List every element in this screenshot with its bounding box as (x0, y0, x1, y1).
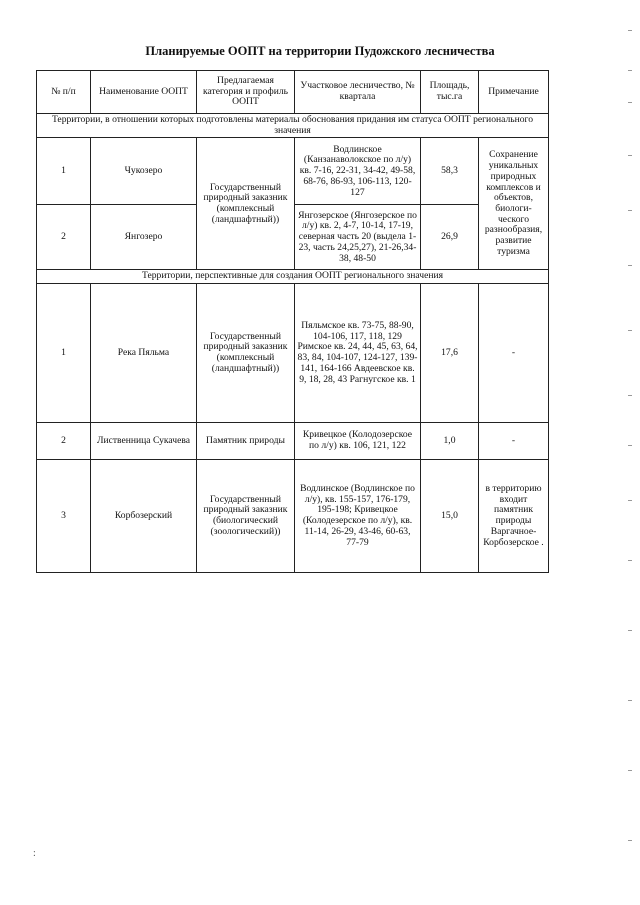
scan-mark (628, 770, 632, 771)
row-category: Государственный природный заказник (биологический (зоологический)) (197, 460, 295, 573)
row-num: 1 (37, 138, 91, 205)
section-1-title: Территории, в отношении которых подготовлены материалы обоснования придания им статуса ООПТ регионального значения (37, 114, 549, 138)
scan-mark (628, 210, 632, 211)
row-note: - (479, 423, 549, 460)
row-area: 17,6 (421, 284, 479, 423)
row-area: 58,3 (421, 138, 479, 205)
row-forestry: Кривецкое (Колодозерское по л/у) кв. 106, 121, 122 (295, 423, 421, 460)
group1-note: Сохранение уникальных природных комплексов и объектов, биологи-ческого разнообразия, развитие туризма (479, 138, 549, 270)
table-row-chukozero (37, 138, 549, 205)
header-note: Примечание (479, 71, 549, 114)
scan-mark (628, 330, 632, 331)
header-area: Площадь, тыс.га (421, 71, 479, 114)
row-name: Янгозеро (91, 205, 197, 270)
row-num: 3 (37, 460, 91, 573)
row-num: 2 (37, 205, 91, 270)
row-forestry: Водлинское (Водлинское по л/у), кв. 155-157, 176-179, 195-198; Кривецкое (Колодезерское по л/у), кв. 11-14, 26-29, 43-46, 60-63, 77-79 (295, 460, 421, 573)
row-area: 15,0 (421, 460, 479, 573)
table-row-pyalma (37, 284, 549, 423)
scan-mark (628, 102, 632, 103)
scan-mark (628, 560, 632, 561)
scan-mark (628, 70, 632, 71)
row-forestry: Пяльмское кв. 73-75, 88-90, 104-106, 117, 118, 129 Римское кв. 24, 44, 45, 63, 64, 83, 84, 104-107, 124-127, 139-141, 164-166 Авдеевское кв. 9, 18, 28, 43 Рагнугское кв. 1 (295, 284, 421, 423)
scan-mark (628, 155, 632, 156)
scan-mark (628, 500, 632, 501)
row-category: Памятник природы (197, 423, 295, 460)
row-note: в территорию входит памятник природы Варгачное-Корбозерское . (479, 460, 549, 573)
scan-mark (628, 700, 632, 701)
document-title: Планируемые ООПТ на территории Пудожского лесничества (145, 44, 495, 58)
row-name: Корбозерский (91, 460, 197, 573)
table-header-row (37, 71, 549, 114)
row-name: Река Пяльма (91, 284, 197, 423)
section-2-title: Территории, перспективные для создания ООПТ регионального значения (37, 270, 549, 284)
header-name: Наименование ООПТ (91, 71, 197, 114)
row-forestry: Водлинское (Канзанаволокское по л/у) кв. 7-16, 22-31, 34-42, 49-58, 68-76, 86-93, 106-113, 120-127 (295, 138, 421, 205)
row-name: Чукозеро (91, 138, 197, 205)
scan-mark (628, 840, 632, 841)
scan-mark (628, 395, 632, 396)
scan-mark (628, 445, 632, 446)
scan-artifact: : (33, 848, 36, 859)
row-area: 1,0 (421, 423, 479, 460)
row-note: - (479, 284, 549, 423)
table-row-listvennitsa (37, 423, 549, 460)
row-forestry: Янгозерское (Янгозерское по л/у) кв. 2, 4-7, 10-14, 17-19, северная часть 20 (выдела 1-23, часть 24,25,27), 21-26,34-38, 48-50 (295, 205, 421, 270)
scan-mark (628, 30, 632, 31)
oopt-table (36, 70, 549, 573)
row-num: 2 (37, 423, 91, 460)
header-forestry: Участковое лесничество, № квартала (295, 71, 421, 114)
section-row-1 (37, 114, 549, 138)
row-area: 26,9 (421, 205, 479, 270)
header-category: Предлагаемая категория и профиль ООПТ (197, 71, 295, 114)
table-row-korbozersky (37, 460, 549, 573)
row-name: Лиственница Сукачева (91, 423, 197, 460)
header-num: № п/п (37, 71, 91, 114)
row-category: Государственный природный заказник (комплексный (ландшафтный)) (197, 284, 295, 423)
group1-category: Государственный природный заказник (комплексный (ландшафтный)) (197, 138, 295, 270)
scan-mark (628, 630, 632, 631)
scan-mark (628, 265, 632, 266)
row-num: 1 (37, 284, 91, 423)
section-row-2 (37, 270, 549, 284)
